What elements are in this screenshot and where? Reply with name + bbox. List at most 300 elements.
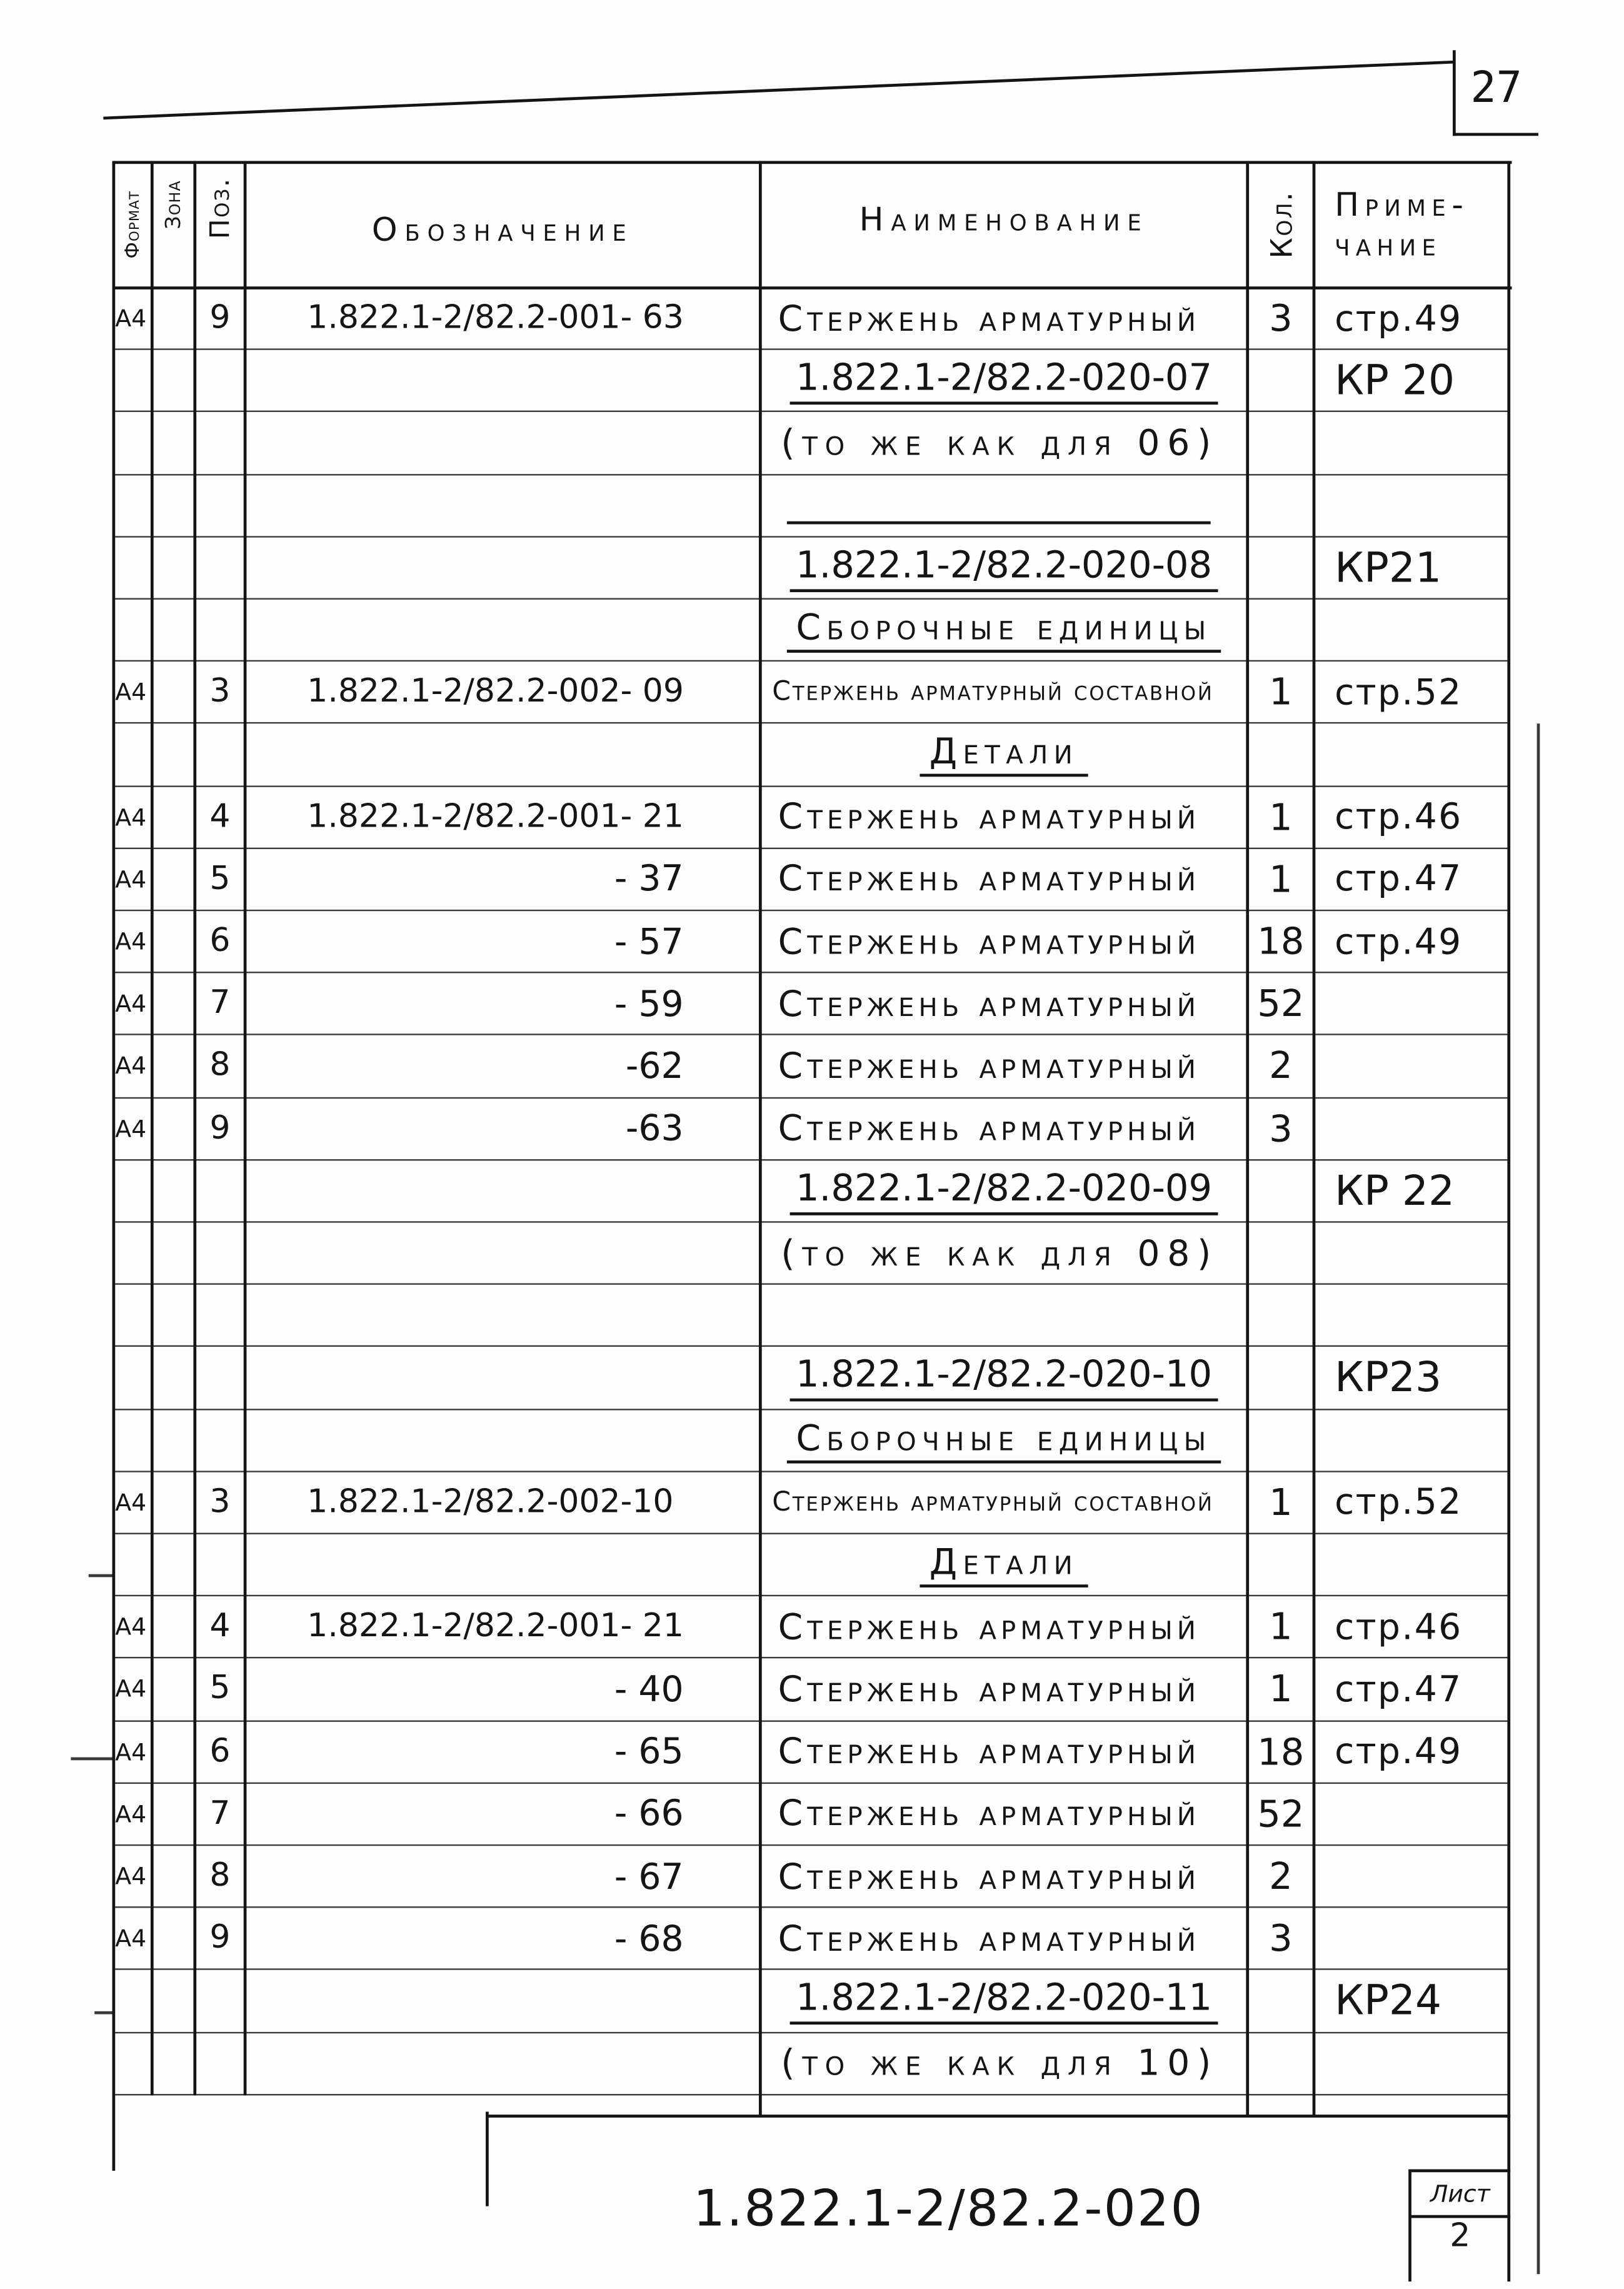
format-cell bbox=[114, 1410, 152, 1471]
page-number-divider bbox=[1453, 50, 1456, 136]
quantity-value: 18 bbox=[1257, 1730, 1305, 1773]
format-cell bbox=[114, 1036, 152, 1097]
position-number: 9 bbox=[209, 299, 231, 337]
name-cell bbox=[760, 1410, 1247, 1471]
table-row bbox=[114, 973, 1509, 1036]
position-cell bbox=[195, 1971, 245, 2031]
note-cell bbox=[1314, 911, 1509, 972]
format-value: А4 bbox=[115, 927, 147, 956]
quantity-value: 1 bbox=[1269, 670, 1293, 714]
name-cell bbox=[760, 1659, 1247, 1719]
quantity-value: 2 bbox=[1269, 1044, 1293, 1088]
zone-cell bbox=[152, 1846, 194, 1906]
format-cell bbox=[114, 413, 152, 473]
table-row bbox=[114, 1971, 1509, 2033]
table-row bbox=[114, 600, 1509, 662]
column-divider bbox=[193, 161, 196, 2095]
note-text: КР23 bbox=[1335, 1353, 1442, 1402]
name-cell bbox=[760, 849, 1247, 910]
position-number: 3 bbox=[209, 1484, 231, 1521]
quantity-cell bbox=[1248, 1597, 1314, 1658]
designation-cell bbox=[245, 1160, 760, 1221]
name-cell bbox=[760, 537, 1247, 598]
zone-cell bbox=[152, 1721, 194, 1782]
designation-cell bbox=[245, 600, 760, 660]
zone-cell bbox=[152, 1659, 194, 1719]
format-value: А4 bbox=[115, 1675, 147, 1704]
position-cell bbox=[195, 849, 245, 910]
position-cell bbox=[195, 1784, 245, 1844]
table-row bbox=[114, 1160, 1509, 1223]
position-cell bbox=[195, 2033, 245, 2093]
header-position-label: Поз. bbox=[204, 177, 236, 239]
name-cell bbox=[760, 1223, 1247, 1284]
name-cell bbox=[760, 973, 1247, 1034]
designation-code: - 65 bbox=[614, 1731, 684, 1773]
format-value: А4 bbox=[115, 1488, 147, 1517]
name-cell bbox=[760, 1036, 1247, 1097]
item-name: Сборочные единицы bbox=[787, 1417, 1221, 1463]
note-cell bbox=[1314, 1285, 1509, 1346]
quantity-cell bbox=[1248, 1971, 1314, 2031]
header-format-label: Формат bbox=[121, 191, 144, 259]
note-text: стр.52 bbox=[1335, 672, 1463, 713]
designation-code: - 37 bbox=[614, 858, 684, 900]
position-cell bbox=[195, 1472, 245, 1532]
item-name: 1.822.1-2/82.2-020-07 bbox=[790, 356, 1218, 405]
note-cell bbox=[1314, 1846, 1509, 1906]
designation-code: - 67 bbox=[614, 1855, 684, 1897]
zone-cell bbox=[152, 1784, 194, 1844]
zone-cell bbox=[152, 1036, 194, 1097]
quantity-value: 52 bbox=[1257, 1792, 1305, 1836]
zone-cell bbox=[152, 973, 194, 1034]
name-cell bbox=[760, 1597, 1247, 1658]
margin-tick-mark bbox=[94, 2011, 114, 2014]
name-cell bbox=[760, 413, 1247, 473]
position-cell bbox=[195, 1285, 245, 1346]
header-quantity-cell bbox=[1248, 163, 1314, 288]
format-cell bbox=[114, 1597, 152, 1658]
designation-code: 1.822.1-2/82.2-002-10 bbox=[307, 1484, 674, 1521]
table-row bbox=[114, 2033, 1509, 2095]
quantity-cell bbox=[1248, 350, 1314, 411]
position-cell bbox=[195, 724, 245, 785]
table-row bbox=[114, 1036, 1509, 1099]
quantity-cell bbox=[1248, 1472, 1314, 1532]
column-divider bbox=[151, 161, 154, 2095]
quantity-cell bbox=[1248, 288, 1314, 349]
table-row bbox=[114, 288, 1509, 351]
note-cell bbox=[1314, 1908, 1509, 1969]
header-quantity-label: Кол. bbox=[1263, 191, 1299, 259]
item-name: 1.822.1-2/82.2-020-11 bbox=[790, 1976, 1218, 2025]
position-number: 8 bbox=[209, 1047, 231, 1085]
zone-cell bbox=[152, 1971, 194, 2031]
table-left-border bbox=[112, 161, 115, 2170]
note-cell bbox=[1314, 537, 1509, 598]
format-cell bbox=[114, 1160, 152, 1221]
note-cell bbox=[1314, 350, 1509, 411]
table-right-border bbox=[1507, 161, 1510, 2281]
designation-cell bbox=[245, 662, 760, 723]
quantity-value: 3 bbox=[1269, 296, 1293, 340]
designation-cell bbox=[245, 1410, 760, 1471]
zone-cell bbox=[152, 662, 194, 723]
zone-cell bbox=[152, 787, 194, 847]
header-zone-label: Зона bbox=[161, 180, 186, 229]
designation-cell bbox=[245, 1036, 760, 1097]
specification-table bbox=[114, 163, 1509, 2096]
zone-cell bbox=[152, 1223, 194, 1284]
item-name: Стержень арматурный bbox=[778, 1606, 1201, 1648]
note-cell bbox=[1314, 413, 1509, 473]
item-name: Стержень арматурный bbox=[778, 796, 1201, 838]
position-cell bbox=[195, 1846, 245, 1906]
note-text: стр.49 bbox=[1335, 298, 1463, 340]
quantity-cell bbox=[1248, 1036, 1314, 1097]
zone-cell bbox=[152, 600, 194, 660]
zone-cell bbox=[152, 1160, 194, 1221]
note-text: стр.47 bbox=[1335, 858, 1463, 900]
table-top-border bbox=[114, 161, 1512, 164]
designation-cell bbox=[245, 849, 760, 910]
page-number-underline bbox=[1453, 133, 1538, 136]
designation-cell bbox=[245, 350, 760, 411]
table-row bbox=[114, 475, 1509, 538]
position-number: 7 bbox=[209, 1795, 231, 1833]
note-cell bbox=[1314, 600, 1509, 660]
name-cell bbox=[760, 1347, 1247, 1408]
designation-cell bbox=[245, 2033, 760, 2093]
note-cell bbox=[1314, 1721, 1509, 1782]
format-cell bbox=[114, 911, 152, 972]
designation-code: 1.822.1-2/82.2-001- 21 bbox=[307, 798, 684, 836]
margin-tick-mark bbox=[89, 1574, 114, 1577]
table-row bbox=[114, 1721, 1509, 1784]
designation-cell bbox=[245, 537, 760, 598]
position-cell bbox=[195, 1098, 245, 1159]
item-name: Стержень арматурный bbox=[778, 1918, 1201, 1959]
designation-cell bbox=[245, 1223, 760, 1284]
column-divider bbox=[759, 161, 762, 2116]
header-name-cell bbox=[760, 163, 1247, 288]
header-position-cell bbox=[195, 163, 245, 288]
item-name: Сборочные единицы bbox=[787, 607, 1221, 653]
format-value: А4 bbox=[115, 1924, 147, 1953]
position-number: 5 bbox=[209, 1671, 231, 1708]
position-number: 4 bbox=[209, 798, 231, 836]
note-text: КР 22 bbox=[1335, 1166, 1455, 1215]
item-name: 1.822.1-2/82.2-020-10 bbox=[790, 1354, 1218, 1402]
position-cell bbox=[195, 537, 245, 598]
item-name: Стержень арматурный bbox=[778, 1045, 1201, 1087]
position-cell bbox=[195, 600, 245, 660]
top-border-line bbox=[0, 0, 1624, 148]
item-name: Стержень арматурный составной bbox=[772, 1487, 1214, 1518]
quantity-cell bbox=[1248, 600, 1314, 660]
quantity-value: 1 bbox=[1269, 857, 1293, 901]
table-row bbox=[114, 849, 1509, 912]
format-cell bbox=[114, 1098, 152, 1159]
zone-cell bbox=[152, 1410, 194, 1471]
format-cell bbox=[114, 475, 152, 536]
quantity-cell bbox=[1248, 849, 1314, 910]
table-row bbox=[114, 1410, 1509, 1472]
format-value: А4 bbox=[115, 1052, 147, 1080]
item-name: (то же как для 06) bbox=[781, 422, 1219, 464]
position-number: 5 bbox=[209, 860, 231, 898]
document-code: 1.822.1-2/82.2-020 bbox=[693, 2180, 1205, 2239]
item-name: Стержень арматурный bbox=[778, 1855, 1201, 1897]
note-cell bbox=[1314, 288, 1509, 349]
table-row bbox=[114, 1098, 1509, 1160]
note-cell bbox=[1314, 1098, 1509, 1159]
position-cell bbox=[195, 911, 245, 972]
table-row bbox=[114, 1659, 1509, 1721]
quantity-value: 1 bbox=[1269, 1605, 1293, 1649]
header-designation-label: Обозначение bbox=[371, 213, 634, 250]
item-name: Стержень арматурный bbox=[778, 983, 1201, 1025]
name-cell bbox=[760, 1846, 1247, 1906]
designation-cell bbox=[245, 288, 760, 349]
quantity-cell bbox=[1248, 1659, 1314, 1719]
item-name: Стержень арматурный bbox=[778, 298, 1201, 340]
designation-cell bbox=[245, 1472, 760, 1532]
designation-cell bbox=[245, 1721, 760, 1782]
quantity-value: 18 bbox=[1257, 920, 1305, 963]
format-cell bbox=[114, 1659, 152, 1719]
header-bottom-border bbox=[114, 286, 1512, 289]
position-cell bbox=[195, 350, 245, 411]
table-row bbox=[114, 1472, 1509, 1534]
designation-cell bbox=[245, 1908, 760, 1969]
quantity-cell bbox=[1248, 413, 1314, 473]
item-name: Стержень арматурный bbox=[778, 1731, 1201, 1773]
note-cell bbox=[1314, 1410, 1509, 1471]
table-row bbox=[114, 413, 1509, 475]
note-cell bbox=[1314, 1223, 1509, 1284]
note-cell bbox=[1314, 1347, 1509, 1408]
zone-cell bbox=[152, 1597, 194, 1658]
designation-code: - 68 bbox=[614, 1918, 684, 1959]
designation-cell bbox=[245, 787, 760, 847]
note-text: КР24 bbox=[1335, 1976, 1442, 2026]
quantity-cell bbox=[1248, 1410, 1314, 1471]
name-cell bbox=[760, 1784, 1247, 1844]
format-value: А4 bbox=[115, 865, 147, 893]
format-cell bbox=[114, 787, 152, 847]
format-cell bbox=[114, 973, 152, 1034]
quantity-cell bbox=[1248, 1721, 1314, 1782]
format-value: А4 bbox=[115, 1738, 147, 1766]
name-cell bbox=[760, 600, 1247, 660]
position-cell bbox=[195, 1347, 245, 1408]
quantity-cell bbox=[1248, 662, 1314, 723]
name-cell bbox=[760, 1908, 1247, 1969]
quantity-value: 1 bbox=[1269, 795, 1293, 838]
position-number: 4 bbox=[209, 1608, 231, 1646]
note-cell bbox=[1314, 1036, 1509, 1097]
quantity-cell bbox=[1248, 2033, 1314, 2093]
quantity-cell bbox=[1248, 1908, 1314, 1969]
note-cell bbox=[1314, 1784, 1509, 1844]
position-cell bbox=[195, 1597, 245, 1658]
quantity-cell bbox=[1248, 1846, 1314, 1906]
position-number: 9 bbox=[209, 1920, 231, 1958]
name-cell bbox=[760, 1160, 1247, 1221]
name-cell bbox=[760, 1285, 1247, 1346]
position-number: 6 bbox=[209, 923, 231, 960]
item-name: 1.822.1-2/82.2-020-08 bbox=[790, 543, 1218, 592]
column-divider bbox=[1313, 161, 1316, 2116]
zone-cell bbox=[152, 1347, 194, 1408]
format-cell bbox=[114, 537, 152, 598]
header-note-line-1: Приме- bbox=[1335, 186, 1470, 224]
name-cell bbox=[760, 1534, 1247, 1595]
quantity-value: 3 bbox=[1269, 1917, 1293, 1960]
position-cell bbox=[195, 288, 245, 349]
name-cell bbox=[760, 662, 1247, 723]
position-cell bbox=[195, 1908, 245, 1969]
table-row bbox=[114, 1285, 1509, 1347]
designation-code: - 59 bbox=[614, 983, 684, 1025]
name-cell bbox=[760, 2033, 1247, 2093]
format-value: А4 bbox=[115, 678, 147, 707]
table-row bbox=[114, 1908, 1509, 1971]
position-cell bbox=[195, 413, 245, 473]
position-cell bbox=[195, 1160, 245, 1221]
page-frame-line bbox=[1537, 723, 1540, 2274]
format-value: А4 bbox=[115, 1799, 147, 1828]
name-cell bbox=[760, 475, 1247, 536]
designation-cell bbox=[245, 1846, 760, 1906]
note-text: стр.49 bbox=[1335, 1731, 1463, 1773]
position-cell bbox=[195, 973, 245, 1034]
format-cell bbox=[114, 1784, 152, 1844]
header-name-label: Наименование bbox=[859, 202, 1149, 239]
note-text: стр.47 bbox=[1335, 1668, 1463, 1710]
format-cell bbox=[114, 2033, 152, 2093]
position-cell bbox=[195, 1659, 245, 1719]
table-row bbox=[114, 1597, 1509, 1659]
table-row bbox=[114, 911, 1509, 973]
sheet-number: 2 bbox=[1450, 2218, 1471, 2255]
quantity-value: 2 bbox=[1269, 1854, 1293, 1898]
zone-cell bbox=[152, 1472, 194, 1532]
zone-cell bbox=[152, 1534, 194, 1595]
column-divider bbox=[244, 161, 247, 2095]
designation-code: 1.822.1-2/82.2-001- 21 bbox=[307, 1608, 684, 1646]
format-cell bbox=[114, 600, 152, 660]
format-cell bbox=[114, 724, 152, 785]
table-body bbox=[114, 288, 1509, 2096]
header-format-cell bbox=[114, 163, 152, 288]
table-row bbox=[114, 1534, 1509, 1597]
quantity-cell bbox=[1248, 1784, 1314, 1844]
position-cell bbox=[195, 1223, 245, 1284]
format-value: А4 bbox=[115, 990, 147, 1018]
designation-cell bbox=[245, 1534, 760, 1595]
format-value: А4 bbox=[115, 803, 147, 831]
format-cell bbox=[114, 662, 152, 723]
header-note-line-2: чание bbox=[1335, 226, 1442, 264]
quantity-cell bbox=[1248, 1098, 1314, 1159]
designation-cell bbox=[245, 973, 760, 1034]
table-row bbox=[114, 1846, 1509, 1908]
table-row bbox=[114, 1223, 1509, 1285]
designation-code: 1.822.1-2/82.2-002- 09 bbox=[307, 673, 684, 711]
note-cell bbox=[1314, 1534, 1509, 1595]
position-number: 7 bbox=[209, 985, 231, 1023]
note-cell bbox=[1314, 1472, 1509, 1532]
note-text: стр.52 bbox=[1335, 1481, 1463, 1523]
position-cell bbox=[195, 1036, 245, 1097]
position-number: 6 bbox=[209, 1733, 231, 1771]
zone-cell bbox=[152, 350, 194, 411]
note-text: КР21 bbox=[1335, 543, 1442, 592]
note-cell bbox=[1314, 849, 1509, 910]
designation-code: - 57 bbox=[614, 920, 684, 962]
note-text: стр.46 bbox=[1335, 1606, 1463, 1648]
name-cell bbox=[760, 1098, 1247, 1159]
designation-code: - 66 bbox=[614, 1793, 684, 1835]
zone-cell bbox=[152, 1908, 194, 1969]
table-row bbox=[114, 537, 1509, 600]
page-number: 27 bbox=[1470, 62, 1522, 113]
format-cell bbox=[114, 1472, 152, 1532]
quantity-value: 52 bbox=[1257, 982, 1305, 1025]
item-name: Стержень арматурный bbox=[778, 920, 1201, 962]
sheet-label: Лист bbox=[1430, 2180, 1490, 2208]
item-name: (то же как для 10) bbox=[781, 2042, 1219, 2084]
format-cell bbox=[114, 1721, 152, 1782]
item-name: (то же как для 08) bbox=[781, 1232, 1219, 1274]
zone-cell bbox=[152, 288, 194, 349]
item-name: Стержень арматурный bbox=[778, 1668, 1201, 1710]
zone-cell bbox=[152, 849, 194, 910]
note-cell bbox=[1314, 2033, 1509, 2093]
note-cell bbox=[1314, 787, 1509, 847]
table-row bbox=[114, 787, 1509, 849]
header-zone-cell bbox=[152, 163, 194, 288]
name-cell bbox=[760, 1472, 1247, 1532]
margin-tick-mark bbox=[71, 1758, 113, 1760]
quantity-cell bbox=[1248, 973, 1314, 1034]
designation-cell bbox=[245, 475, 760, 536]
quantity-cell bbox=[1248, 1285, 1314, 1346]
position-cell bbox=[195, 1410, 245, 1471]
format-cell bbox=[114, 1285, 152, 1346]
item-name: Стержень арматурный bbox=[778, 1107, 1201, 1149]
designation-code: 1.822.1-2/82.2-001- 63 bbox=[307, 299, 684, 337]
designation-cell bbox=[245, 1597, 760, 1658]
quantity-cell bbox=[1248, 1347, 1314, 1408]
header-designation-cell bbox=[245, 163, 760, 288]
designation-code: -63 bbox=[625, 1107, 684, 1149]
table-row bbox=[114, 662, 1509, 725]
note-cell bbox=[1314, 724, 1509, 785]
name-cell bbox=[760, 1971, 1247, 2031]
column-divider bbox=[1246, 161, 1249, 2116]
designation-code: -62 bbox=[625, 1045, 684, 1087]
position-cell bbox=[195, 1721, 245, 1782]
format-value: А4 bbox=[115, 1862, 147, 1891]
quantity-cell bbox=[1248, 537, 1314, 598]
table-row bbox=[114, 350, 1509, 413]
item-name: Стержень арматурный bbox=[778, 1793, 1201, 1835]
designation-cell bbox=[245, 724, 760, 785]
